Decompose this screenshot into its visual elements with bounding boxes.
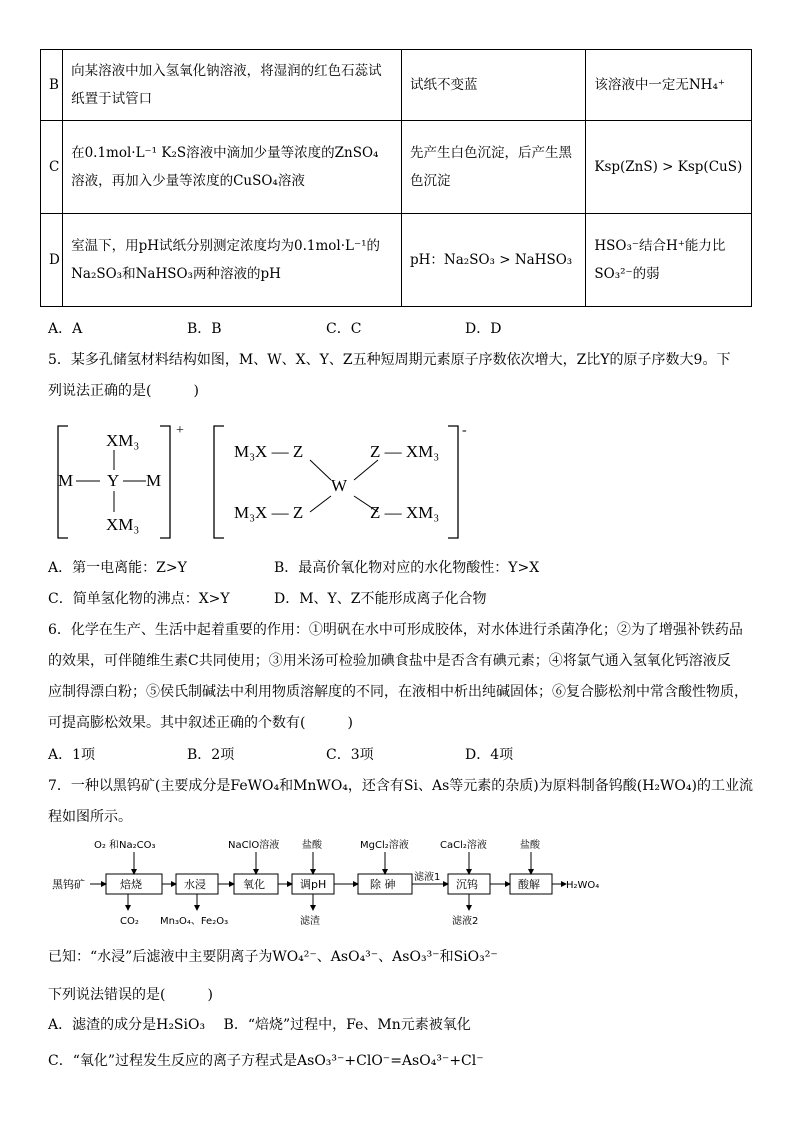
table-row [41, 121, 752, 214]
anion-bottom-left-group: M₃X — Z [234, 503, 304, 522]
cation-right-atom: M [146, 471, 162, 490]
bracket-left [214, 426, 224, 538]
table-row [41, 50, 752, 121]
q7-stem-line: 7．一种以黑钨矿(主要成分是FeWO₄和MnWO₄，还含有Si、As等元素的杂质)为原料制备钨酸(H₂WO₄)的工业流 [48, 778, 753, 794]
flow-start: 黑钨矿 [52, 878, 85, 891]
operation-line: 在0.1mol·L⁻¹ K₂S溶液中滴加少量等浓度的ZnSO₄ [71, 145, 379, 161]
input-label: CaCl₂溶液 [440, 840, 487, 851]
q6-choices [48, 744, 513, 764]
output-label: 滤液2 [452, 916, 479, 927]
input-label: 盐酸 [520, 840, 540, 851]
choice-b[interactable]: B．B [187, 321, 222, 337]
q4-choices [48, 318, 501, 338]
operation-cell [63, 214, 402, 307]
process-flowchart [48, 836, 608, 928]
step-label: 氧化 [243, 878, 265, 891]
output-label: 滤渣 [300, 916, 320, 927]
operation-line: 室温下，用pH试纸分别测定浓度均为0.1mol·L⁻¹的 [71, 238, 381, 254]
step-label: 沉钨 [456, 878, 478, 891]
anion-center-atom: W [331, 476, 348, 495]
operation-line: Na₂SO₃和NaHSO₃两种溶液的pH [71, 266, 281, 282]
bond [354, 460, 378, 480]
choice-c[interactable]: C．简单氢化物的沸点：X>Y [48, 591, 230, 607]
q7-stem-line: 程如图所示。 [48, 809, 132, 825]
q6-stem-line: 可提高膨松效果。其中叙述正确的个数有( ) [48, 715, 353, 731]
row-label: B [41, 50, 63, 121]
input-label: O₂ 和Na₂CO₃ [94, 840, 156, 851]
q6-stem-line: 6．化学在生产、生活中起着重要的作用：①明矾在水中可形成胶体，对水体进行杀菌净化；②为了增强补铁药品 [48, 622, 743, 638]
q5-choices-row1 [48, 557, 539, 577]
row-label: C [41, 121, 63, 214]
choice-c[interactable]: C．3项 [326, 747, 374, 763]
step-label: 酸解 [518, 878, 540, 891]
cation-bottom-group: XM₃ [106, 515, 140, 534]
cation-top-group: XM₃ [106, 431, 140, 450]
q5-choices-row2 [48, 588, 487, 608]
q6-stem-line: 的效果，可伴随维生素C共同使用；③用米汤可检验加碘食盐中是否含有碘元素；④将氯气通入氢氧化钙溶液反 [48, 653, 731, 669]
options-table [40, 49, 752, 307]
cation-center-atom: Y [107, 471, 120, 490]
structure-diagram [48, 418, 468, 546]
phenomenon-cell: 试纸不变蓝 [402, 50, 586, 121]
q5-stem-line: 列说法正确的是( ) [48, 383, 199, 399]
anion-top-right-group: Z — XM₃ [370, 442, 440, 461]
output-label: Mn₃O₄、Fe₂O₃ [160, 916, 229, 927]
conclusion-cell [586, 214, 752, 307]
q6-stem-line: 应制得漂白粉；⑤侯氏制碱法中利用物质溶解度的不同，在液相中析出纯碱固体；⑥复合膨松剂中常含酸性物质， [48, 684, 748, 700]
mid-filtrate-label: 滤液1 [414, 872, 441, 883]
operation-line: 溶液，再加入少量等浓度的CuSO₄溶液 [71, 173, 305, 189]
choice-d[interactable]: D．D [465, 321, 502, 337]
conclusion-cell: 该溶液中一定无NH₄⁺ [586, 50, 752, 121]
cation-left-atom: M [58, 471, 74, 490]
step-label: 焙烧 [120, 878, 142, 891]
table-row [41, 214, 752, 307]
conclusion-line: SO₃²⁻的弱 [594, 266, 660, 282]
operation-cell: 向某溶液中加入氢氧化钠溶液，将湿润的红色石蕊试纸置于试管口 [63, 50, 402, 121]
phenomenon-cell: 先产生白色沉淀，后产生黑色沉淀 [402, 121, 586, 214]
phenomenon-cell: pH：Na₂SO₃ > NaHSO₃ [402, 214, 586, 307]
anion-charge: - [462, 423, 467, 438]
choice-b[interactable]: B．2项 [187, 747, 235, 763]
operation-cell [63, 121, 402, 214]
cation-charge: + [176, 423, 184, 438]
q7-choices-ab[interactable]: A．滤渣的成分是H₂SiO₃ B．“焙烧”过程中，Fe、Mn元素被氧化 [48, 1017, 471, 1033]
bracket-right [448, 426, 458, 538]
bond [310, 496, 331, 512]
choice-b[interactable]: B．最高价氧化物对应的水化物酸性：Y>X [274, 560, 540, 576]
input-label: NaClO溶液 [228, 840, 280, 851]
q5-stem-line: 5．某多孔储氢材料结构如图，M、W、X、Y、Z五种短周期元素原子序数依次增大，Z比Y的原子序数大9。下 [48, 352, 731, 368]
anion-bottom-right-group: Z — XM₃ [370, 503, 440, 522]
output-label: CO₂ [120, 916, 139, 927]
choice-a[interactable]: A．1项 [48, 747, 96, 763]
input-label: 盐酸 [302, 840, 322, 851]
input-label: MgCl₂溶液 [360, 840, 409, 851]
q7-known: 已知：“水浸”后滤液中主要阴离子为WO₄²⁻、AsO₄³⁻、AsO₃³⁻和SiO₃²⁻ [48, 949, 498, 965]
bracket-right [160, 426, 170, 538]
anion-top-left-group: M₃X — Z [234, 442, 304, 461]
step-label: 调pH [300, 878, 327, 891]
choice-a[interactable]: A．A [48, 321, 83, 337]
q7-choice-c[interactable]: C．“氧化”过程发生反应的离子方程式是AsO₃³⁻+ClO⁻=AsO₄³⁻+Cl⁻ [48, 1053, 484, 1069]
choice-d[interactable]: D．M、Y、Z不能形成离子化合物 [274, 591, 487, 607]
conclusion-line: HSO₃⁻结合H⁺能力比 [594, 238, 726, 254]
bond [310, 460, 331, 480]
step-label: 除 砷 [370, 878, 396, 891]
q7-ask: 下列说法错误的是( ) [48, 987, 213, 1003]
row-label: D [41, 214, 63, 307]
choice-c[interactable]: C．C [326, 321, 362, 337]
flow-end: H₂WO₄ [566, 880, 600, 891]
choice-a[interactable]: A．第一电离能：Z>Y [48, 560, 187, 576]
conclusion-cell: Ksp(ZnS) > Ksp(CuS) [586, 121, 752, 214]
step-label: 水浸 [184, 878, 206, 891]
choice-d[interactable]: D．4项 [465, 747, 514, 763]
